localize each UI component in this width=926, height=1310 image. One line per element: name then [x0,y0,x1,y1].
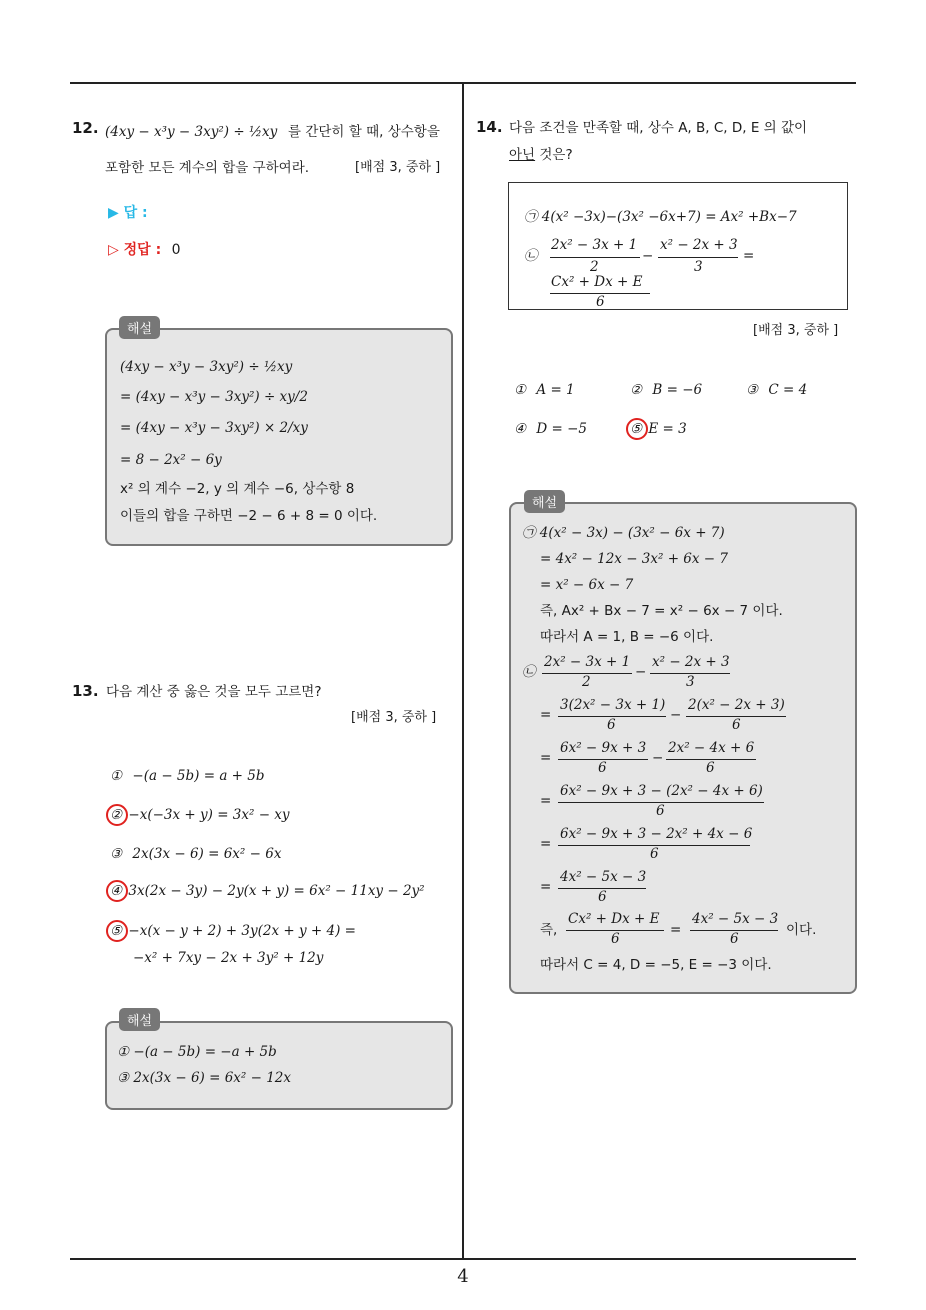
sol-b-f2d: 3 [686,674,695,690]
q14-condition-2-mark: ㉡ [524,248,538,264]
sol-b-eq7: = [670,922,682,938]
sol-b-f2n: x² − 2x + 3 [652,654,730,670]
sol-b-f8d: 6 [650,846,659,862]
q13-sol-line-2: ③ 2x(3x − 6) = 6x² − 12x [117,1070,292,1086]
frac-bar [658,257,738,258]
q14-condition-1: ㉠ 4(x² −3x)−(3x² −6x+7) = Ax² +Bx−7 [524,209,797,225]
q12-text-2: 포함한 모든 계수의 합을 구하여라. [105,160,310,176]
sol-b-f8n: 6x² − 9x + 3 − 2x² + 4x − 6 [560,826,753,842]
sol-b-minus2: − [670,707,682,723]
sol-b-f1n: 2x² − 3x + 1 [544,654,631,670]
sol-b-f7n: 6x² − 9x + 3 − (2x² − 4x + 6) [560,783,763,799]
q14-choice-1[interactable] [514,382,575,398]
q13-choice-3[interactable] [110,846,281,862]
sol-b-f9n: 4x² − 5x − 3 [560,869,647,885]
choice-expr: −x(x − y + 2) + 3y(2x + y + 4) = [128,923,356,939]
choice-mark: ④ [110,883,123,899]
sol-b-f5d: 6 [598,760,607,776]
q14-choice-3[interactable] [746,382,807,398]
q12-correct-label: ▷ 정답 : [108,242,162,258]
sol-b-eq2: = [540,707,552,723]
q14-choice-2[interactable] [630,382,702,398]
q13-meta: [배점 3, 중하 ] [351,710,437,725]
cond2-den3: 6 [596,294,605,310]
sol-b-eq5: = [540,836,552,852]
q13-choice-4[interactable] [110,883,425,899]
sol-b-f4n: 2(x² − 2x + 3) [688,697,785,713]
sol-b-minus: − [635,664,647,680]
q13-number: 13. [72,682,99,700]
sol-b-then-pre: 즉, [540,922,558,938]
q12-sol-line-1: (4xy − x³y − 3xy²) ÷ ½xy [120,359,293,375]
q12-correct-value: 0 [171,242,181,258]
q12-solution-tag: 해설 [119,316,160,339]
q14-text-1: 다음 조건을 만족할 때, 상수 A, B, C, D, E 의 값이 [509,120,808,136]
choice-mark: ② [110,807,123,823]
choice-expr: C = 4 [768,382,808,398]
q14-sol-a-1: ㉠ 4(x² − 3x) − (3x² − 6x + 7) [522,525,725,541]
sol-b-f7d: 6 [656,803,665,819]
q12-number: 12. [72,119,99,137]
choice-expr: −(a − 5b) = a + 5b [132,768,265,784]
choice-expr: E = 3 [648,421,687,437]
choice-mark: ③ [746,382,759,398]
q14-number: 14. [476,118,503,136]
cond2-num3: Cx² + Dx + E [551,274,643,290]
sol-b-f10d: 6 [611,931,620,947]
q14-text-2-rest: 것은? [535,147,573,163]
q13-choice-5[interactable] [110,923,356,939]
page-number: 4 [457,1266,469,1287]
bottom-rule [70,1258,856,1260]
choice-expr: D = −5 [536,421,588,437]
q12-text-1: 를 간단히 할 때, 상수항을 [288,124,440,140]
q13-solution-tag: 해설 [119,1008,160,1031]
q14-solution-tag: 해설 [524,490,565,513]
choice-mark: ⑤ [110,923,123,939]
q12-sol-line-5: x² 의 계수 −2, y 의 계수 −6, 상수항 8 [120,481,355,497]
choice-mark: ④ [514,421,527,437]
q13-sol-line-1: ① −(a − 5b) = −a + 5b [117,1044,277,1060]
sol-b-then-post: 이다. [786,922,817,938]
q14-choice-5[interactable] [630,421,687,437]
choice-mark: ① [110,768,123,784]
sol-b-eq6: = [540,879,552,895]
cond2-num1: 2x² − 3x + 1 [551,237,638,253]
q12-sol-line-2: = (4xy − x³y − 3xy²) ÷ xy/2 [120,389,308,405]
choice-expr: 2x(3x − 6) = 6x² − 6x [132,846,282,862]
column-divider [462,84,464,1260]
sol-b-f10n: Cx² + Dx + E [568,911,660,927]
sol-b-f6d: 6 [706,760,715,776]
q12-answer-label: ▶ 답 : [108,205,148,221]
choice-mark: ⑤ [630,421,643,437]
q13-text: 다음 계산 중 옳은 것을 모두 고르면? [106,684,322,700]
q13-choice-2[interactable] [110,807,290,823]
sol-b-f11d: 6 [730,931,739,947]
q12-sol-line-3: = (4xy − x³y − 3xy²) × 2/xy [120,420,308,436]
choice-mark: ② [630,382,643,398]
q12-sol-line-4: = 8 − 2x² − 6y [120,452,222,468]
sol-b-eq3: = [540,750,552,766]
frac-bar [550,257,640,258]
q14-sol-a-2: = 4x² − 12x − 3x² + 6x − 7 [540,551,728,567]
q12-sol-line-6: 이들의 합을 구하면 −2 − 6 + 8 = 0 이다. [120,508,378,524]
sol-b-minus3: − [652,750,664,766]
sol-b-mark: ㉡ [522,664,536,680]
choice-expr: A = 1 [536,382,575,398]
sol-b-f3n: 3(2x² − 3x + 1) [560,697,666,713]
sol-b-f11n: 4x² − 5x − 3 [692,911,779,927]
choice-mark: ① [514,382,527,398]
sol-b-f4d: 6 [732,717,741,733]
sol-b-eq4: = [540,793,552,809]
sol-b-f1d: 2 [582,674,591,690]
q14-sol-a-4: 즉, Ax² + Bx − 7 = x² − 6x − 7 이다. [540,603,783,619]
q14-choice-4[interactable] [514,421,587,437]
choice-mark: ③ [110,846,123,862]
choice-expr: −x(−3x + y) = 3x² − xy [128,807,290,823]
choice-expr: 3x(2x − 3y) − 2y(x + y) = 6x² − 11xy − 2y² [128,883,425,899]
cond2-minus: − [642,248,654,264]
q14-sol-a-5: 따라서 A = 1, B = −6 이다. [540,629,714,645]
cond2-den1: 2 [590,259,599,275]
cond2-num2: x² − 2x + 3 [660,237,738,253]
q14-text-2 [509,147,573,163]
sol-b-f6n: 2x² − 4x + 6 [668,740,755,756]
q13-choice-1[interactable] [110,768,265,784]
q12-expression: (4xy − x³y − 3xy²) ÷ ½xy [105,124,278,140]
sol-b-f9d: 6 [598,889,607,905]
q14-sol-a-3: = x² − 6x − 7 [540,577,634,593]
q13-choice-5-cont: −x² + 7xy − 2x + 3y² + 12y [133,950,324,966]
cond2-equals: = [743,248,755,264]
q14-meta: [배점 3, 중하 ] [753,323,839,338]
q14-underlined: 아닌 [509,147,536,163]
cond2-den2: 3 [694,259,703,275]
q12-correct [108,242,181,259]
q13-solution-box [105,1021,453,1110]
choice-expr: B = −6 [652,382,703,398]
sol-b-f5n: 6x² − 9x + 3 [560,740,647,756]
q12-meta: [배점 3, 중하 ] [355,160,441,175]
sol-b-f3d: 6 [607,717,616,733]
sol-b-final: 따라서 C = 4, D = −5, E = −3 이다. [540,957,772,973]
